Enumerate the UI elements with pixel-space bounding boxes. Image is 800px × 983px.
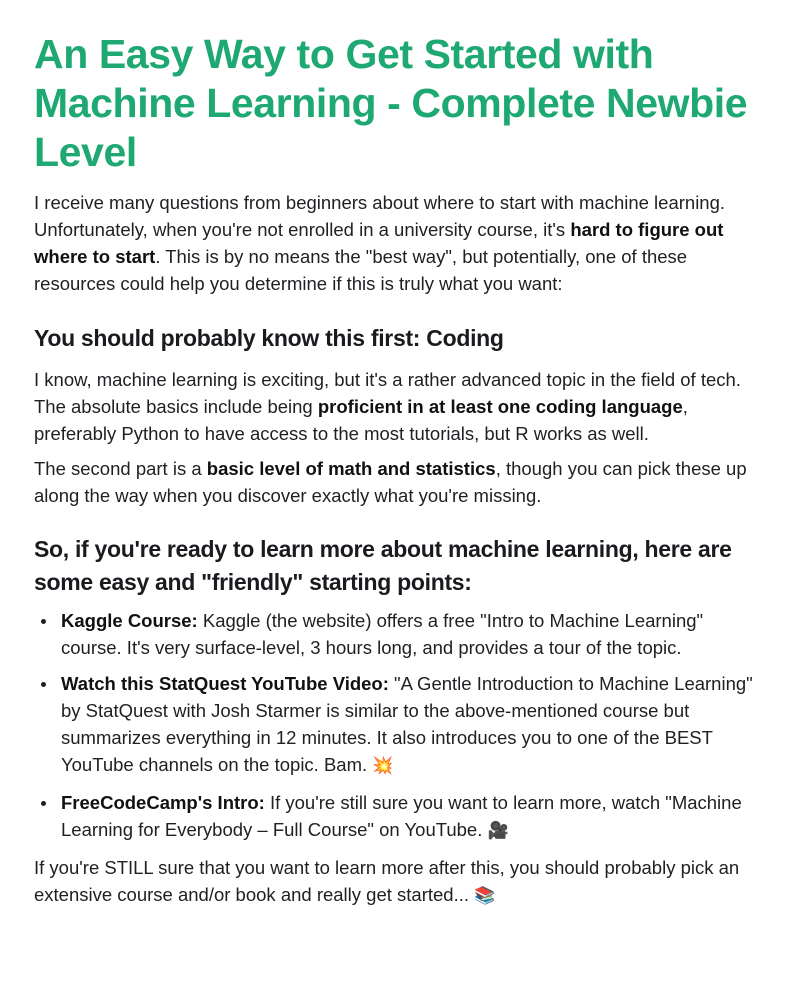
intro-paragraph <box>34 189 766 297</box>
coding-paragraph-1 <box>34 366 766 447</box>
coding-p2-text-start: The second part is a <box>34 458 207 479</box>
list-item <box>61 607 766 661</box>
coding-p1-bold-text: proficient in at least one coding language <box>317 396 683 417</box>
list-item-text: Kaggle (the website) offers a free "Intro to Machine Learning" course. It's very surface-level, 3 hours long, and provides a tour of the topic. <box>61 610 704 658</box>
coding-heading: You should probably know this first: Coding <box>34 325 504 351</box>
movie-camera-icon: 🎥 <box>487 821 509 841</box>
page-title: An Easy Way to Get Started with Machine Learning - Complete Newbie Level <box>34 31 748 175</box>
list-item-label: Watch this StatQuest YouTube Video: <box>61 673 389 694</box>
intro-text-start: I receive many questions from beginners about where to start with machine learning. Unfortunately, when you're not enrolled in a university course, it's <box>34 192 726 240</box>
list-item <box>61 670 766 780</box>
coding-p2-text-end: , though you can pick these up along the way when you discover exactly what you're missing. <box>34 458 747 506</box>
list-item-text: "A Gentle Introduction to Machine Learning" by StatQuest with Josh Starmer is similar to the above-mentioned course but summarizes everything in 12 minutes. It also introduces you to one of the BEST YouTube channels on the topic. Bam. <box>61 673 753 775</box>
intro-text-end: . This is by no means the "best way", but potentially, one of these resources could help you determine if this is truly what you want: <box>34 246 688 294</box>
coding-paragraph-2 <box>34 455 766 509</box>
coding-p2-bold-text: basic level of math and statistics <box>206 458 496 479</box>
collision-icon: 💥 <box>372 756 394 776</box>
resources-heading: So, if you're ready to learn more about machine learning, here are some easy and "friendly" starting points: <box>34 536 732 595</box>
list-item <box>61 789 766 845</box>
list-item-text: If you're still sure you want to learn more, watch "Machine Learning for Everybody – Full Course" on YouTube. <box>61 792 742 840</box>
list-item-label: FreeCodeCamp's Intro: <box>61 792 265 813</box>
outro-paragraph <box>34 854 766 910</box>
coding-p1-text-end: , preferably Python to have access to the most tutorials, but R works as well. <box>34 396 688 444</box>
books-icon: 📚 <box>474 886 496 906</box>
intro-bold-text: hard to figure out where to start <box>34 219 724 267</box>
coding-p1-text-start: I know, machine learning is exciting, but it's a rather advanced topic in the field of tech. The absolute basics include being <box>34 369 741 417</box>
outro-text: If you're STILL sure that you want to learn more after this, you should probably pick an extensive course and/or book and really get started... <box>34 857 740 905</box>
resources-list <box>34 607 766 845</box>
list-item-label: Kaggle Course: <box>61 610 198 631</box>
